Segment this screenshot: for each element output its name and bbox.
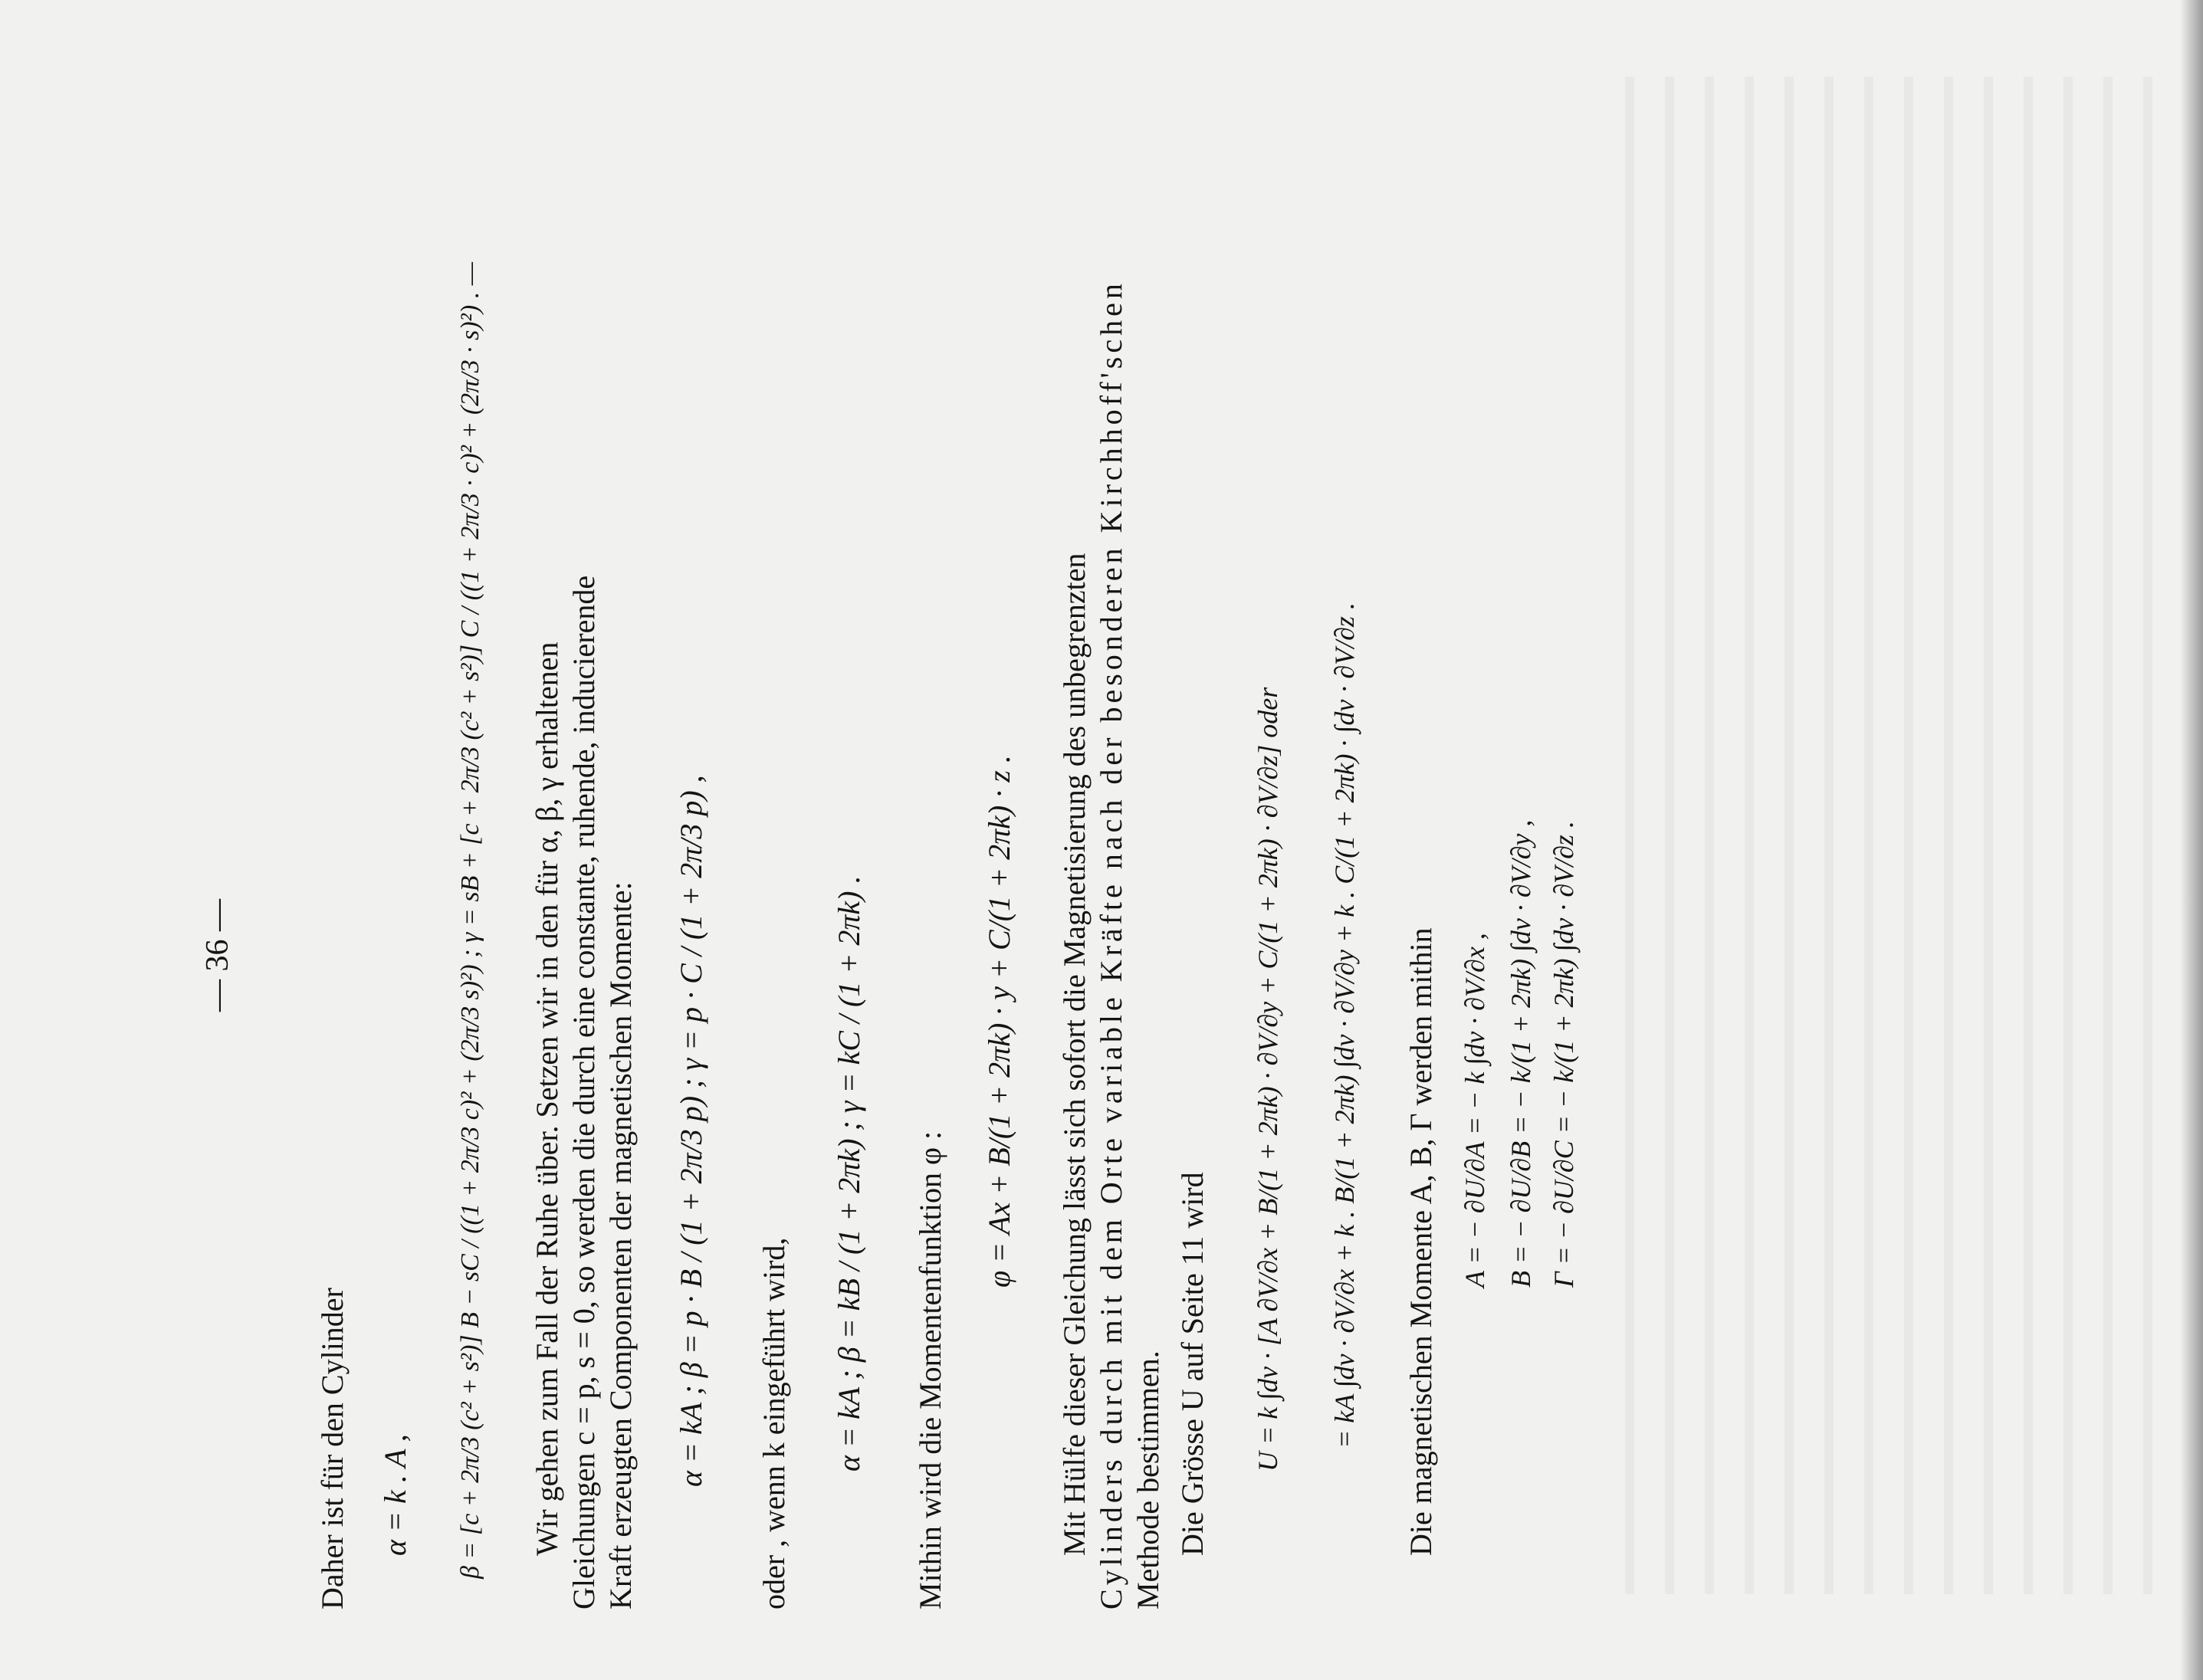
text-line: Wir gehen zum Fall der Ruhe über. Setzen wir in den für α, β, γ erhaltenen: [530, 641, 564, 1556]
formula-alpha-kA: α = k . A ,: [378, 1434, 412, 1556]
text-line: Kraft erzeugten Componenten der magnetischen Momente:: [603, 881, 638, 1609]
text-line: Methode bestimmen.: [1131, 1350, 1165, 1609]
formula-U-integral: U = k ∫dv · [A ∂V/∂x + B/(1 + 2πk) · ∂V/∂y + C/(1 + 2πk) · ∂V/∂z] oder: [1253, 687, 1283, 1472]
show-through-bleed: [1594, 77, 2177, 1594]
formula-U-expanded: = kA ∫dv · ∂V/∂x + k . B/(1 + 2πk) ∫dv · ∂V/∂y + k . C/(1 + 2πk) · ∫dv · ∂V/∂z .: [1329, 602, 1360, 1449]
page-number: — 36 —: [200, 899, 235, 1012]
text-line: Mithin wird die Momentenfunktion φ :: [913, 1130, 947, 1609]
text-line: Gleichungen c = p, s = 0, so werden die durch eine constante, ruhende, inducierende: [566, 575, 601, 1609]
formula-moment-Gamma: Γ = − ∂U/∂C = − k/(1 + 2πk) ∫dv · ∂V/∂z .: [1548, 821, 1579, 1288]
formula-components-k: α = kA ; β = kB / (1 + 2πk) ; γ = kC / (1 + 2πk) .: [832, 875, 866, 1472]
page-edge-shadow: [2180, 0, 2203, 1680]
text-line: Daher ist für den Cylinder: [315, 1288, 350, 1609]
rotated-page-body: [199, 107, 1579, 1609]
formula-moment-B: B = − ∂U/∂B = − k/(1 + 2πk) ∫dv · ∂V/∂y ,: [1505, 819, 1536, 1288]
formula-beta-gamma-cylinder: β = [c + 2π/3 (c² + s²)] B − sC / ((1 + 2π/3 c)² + (2π/3 s)²) ; γ = sB + [c + 2π/3 (c² + s²)] C / ((1 + 2π/3 · c)² + (2π/3 · s)²) . —: [456, 262, 484, 1579]
text-line: Die Grösse U auf Seite 11 wird: [1175, 1172, 1210, 1556]
text-line: oder , wenn k eingeführt wird,: [757, 1237, 791, 1609]
text-line: Cylinders durch mit dem Orte variable Kräfte nach der besonderen Kirchhoff'schen: [1094, 280, 1128, 1609]
text-line: Mit Hülfe dieser Gleichung lässt sich sofort die Magnetisierung des unbegrenzten: [1057, 553, 1092, 1556]
formula-moment-A: A = − ∂U/∂A = − k ∫dv · ∂V/∂x ,: [1459, 933, 1490, 1288]
formula-components-rest: α = kA ; β = p · B / (1 + 2π/3 p) ; γ = p · C / (1 + 2π/3 p) ,: [674, 775, 708, 1487]
text-line: Die magnetischen Momente A, B, Γ werden mithin: [1404, 927, 1438, 1556]
formula-moment-function: φ = Ax + B/(1 + 2πk) · y + C/(1 + 2πk) · z .: [982, 755, 1016, 1288]
